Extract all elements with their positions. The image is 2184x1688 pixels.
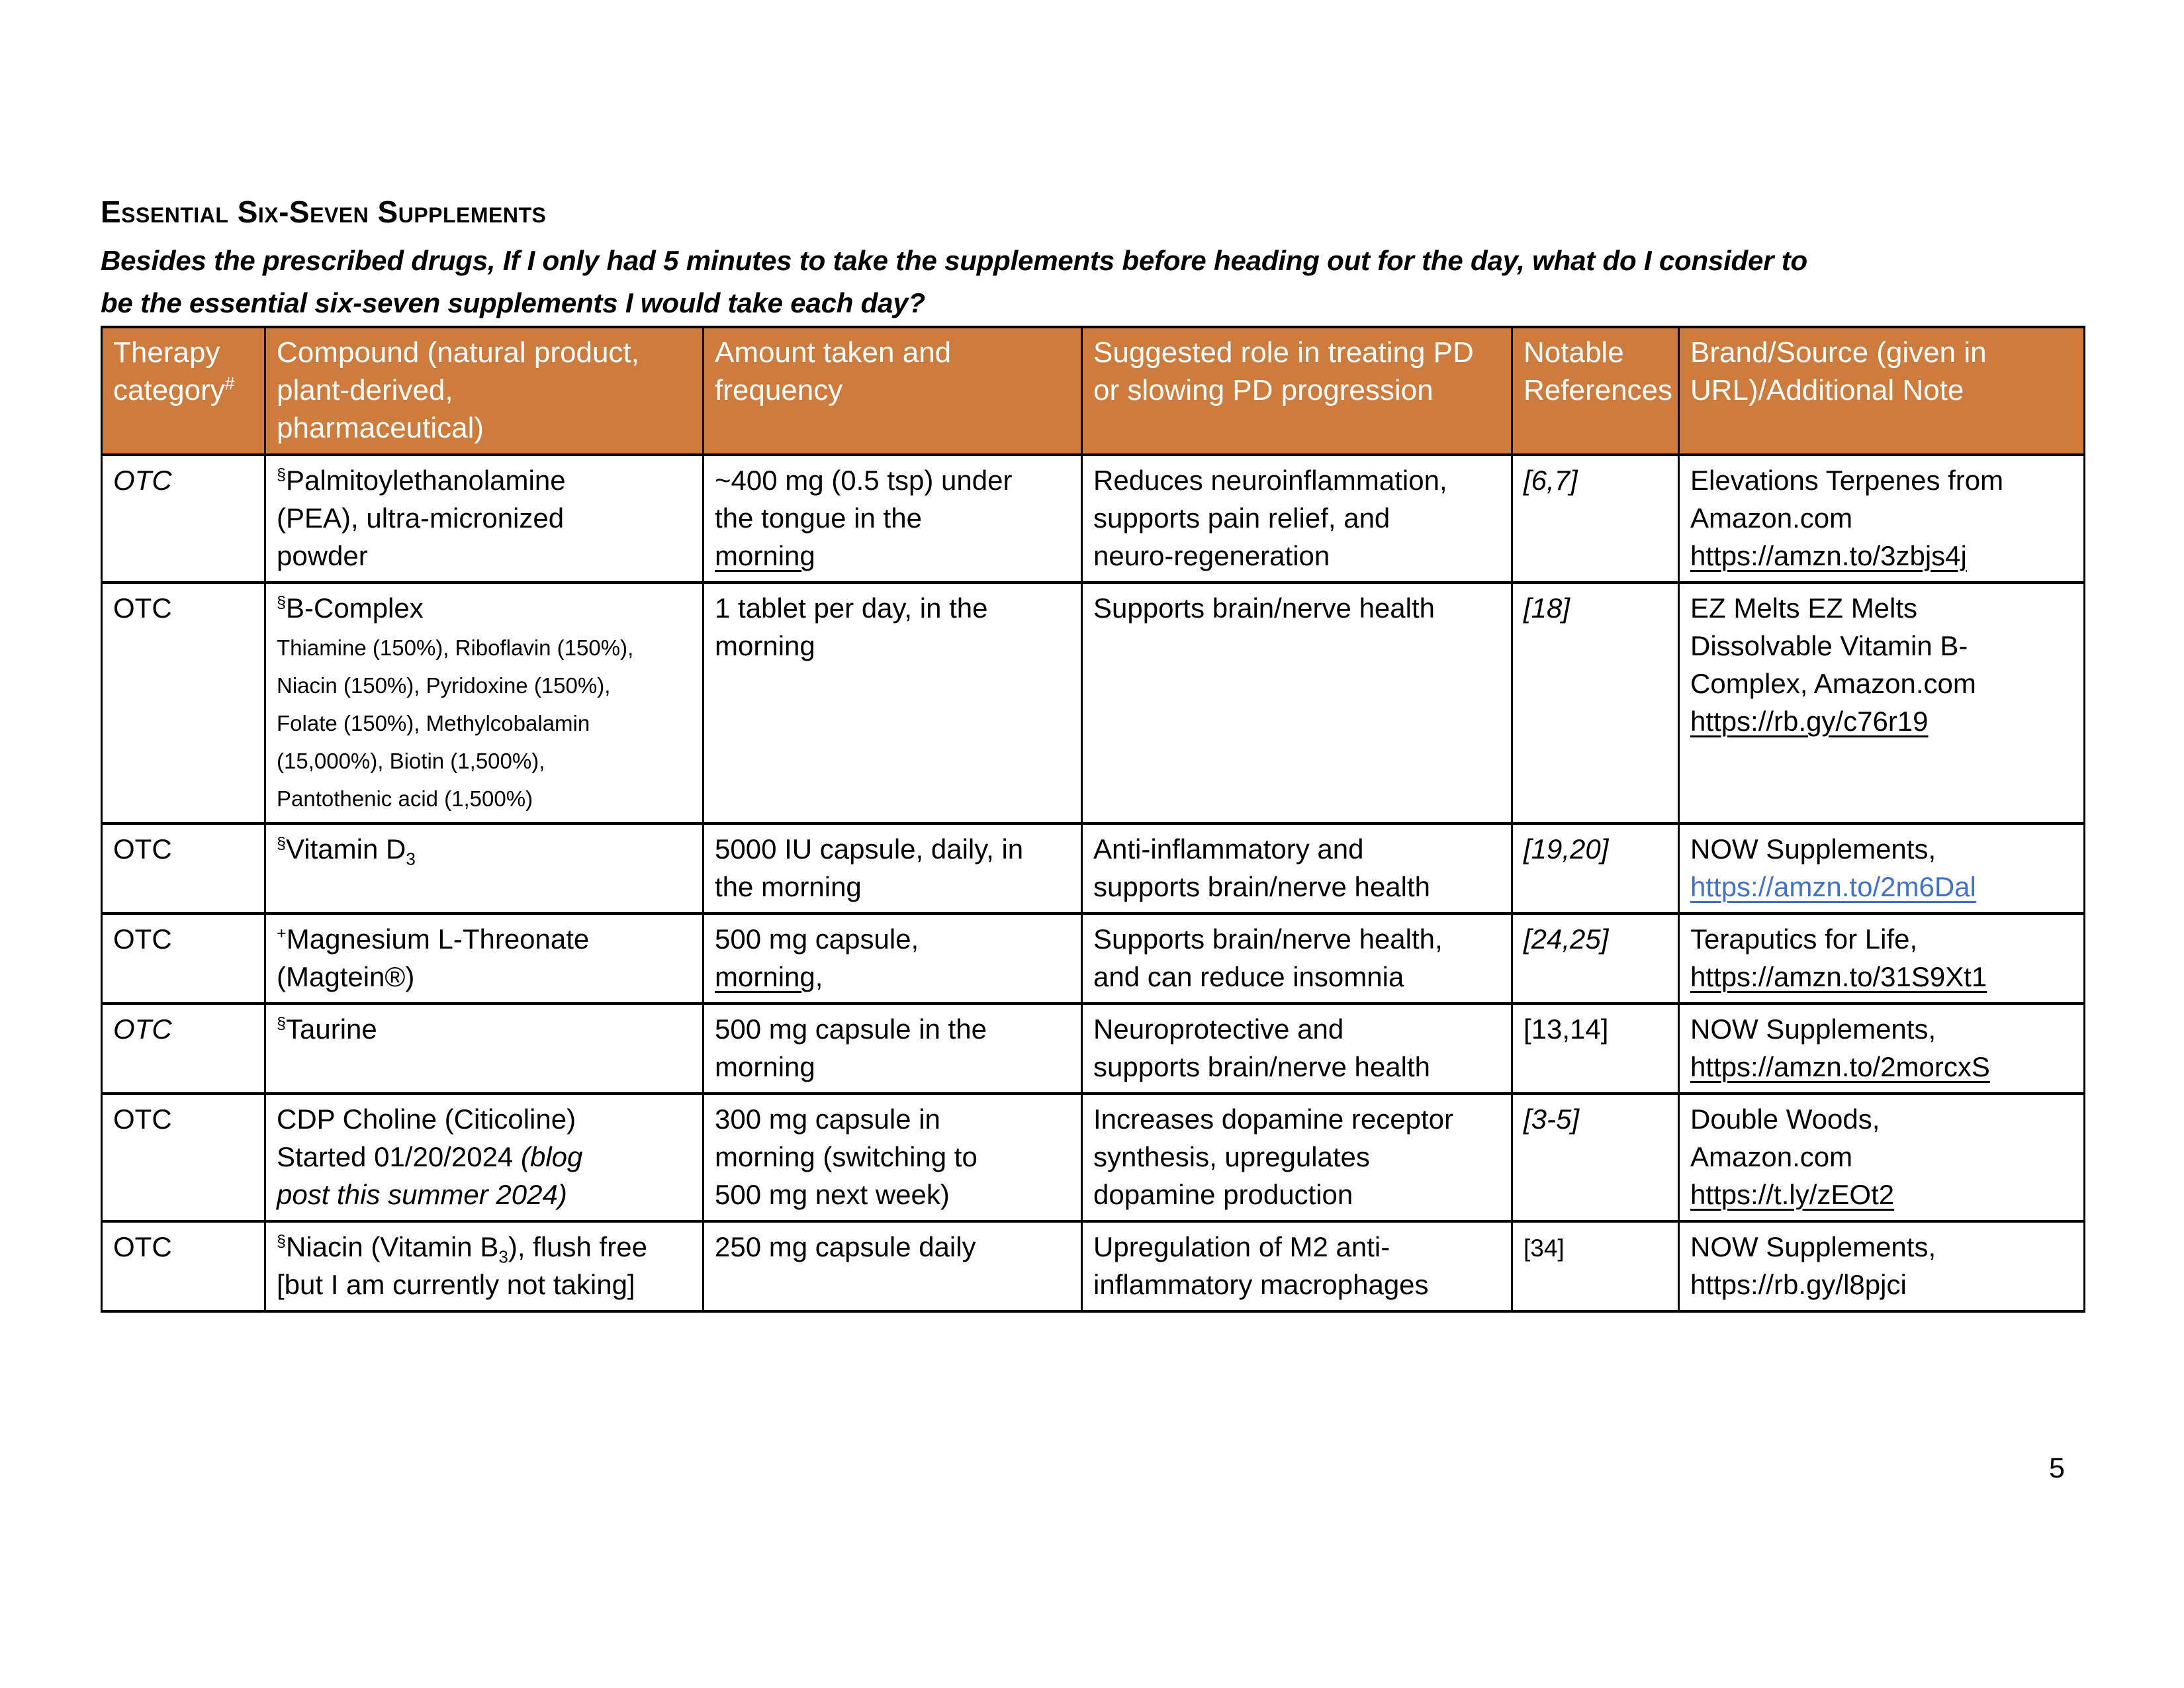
cell-references — [1512, 1004, 1679, 1094]
table-row-niacin — [102, 1221, 2085, 1311]
text-segment: Started 01/20/2024 — [277, 1141, 521, 1172]
text-segment: Palmitoylethanolamine — [286, 465, 566, 496]
text-segment: 500 mg next week) — [715, 1179, 950, 1210]
text-segment: morning — [715, 630, 815, 661]
text-segment: supports pain relief, and — [1093, 502, 1390, 534]
table-header-row — [102, 327, 2085, 455]
text-segment: Notable — [1524, 336, 1624, 369]
text-segment: the tongue in the — [715, 502, 922, 534]
column-header-brand-source — [1679, 327, 2085, 455]
text-segment: 5000 IU capsule, daily, in — [715, 833, 1024, 865]
cell-brand-source — [1679, 1004, 2085, 1094]
hyperlink[interactable]: https://amzn.to/2morcxS — [1690, 1051, 1990, 1082]
column-header-references — [1512, 327, 1679, 455]
hyperlink[interactable]: https://t.ly/zEOt2 — [1690, 1179, 1895, 1210]
text-segment: Magnesium L-Threonate — [286, 923, 590, 955]
text-segment: § — [277, 593, 287, 612]
cell-therapy-category — [102, 914, 265, 1004]
cell-role — [1082, 823, 1512, 914]
text-segment: Pantothenic acid (1,500%) — [277, 786, 533, 811]
text-segment: be the essential six-seven supplements I would take each day? — [101, 287, 925, 318]
text-segment: OTC — [113, 1013, 172, 1045]
text-segment: Therapy — [113, 336, 220, 369]
column-header-compound — [265, 327, 704, 455]
text-segment: the morning — [715, 871, 862, 902]
hyperlink[interactable]: https://amzn.to/31S9Xt1 — [1690, 961, 1987, 992]
table-row-taurine — [102, 1004, 2085, 1094]
text-segment: Niacin (150%), Pyridoxine (150%), — [277, 673, 611, 698]
text-segment: [24,25] — [1524, 923, 1609, 955]
cell-role — [1082, 455, 1512, 583]
cell-therapy-category — [102, 1221, 265, 1311]
cell-references — [1512, 1221, 1679, 1311]
cell-compound — [265, 1221, 704, 1311]
cell-amount — [704, 823, 1082, 914]
text-segment: 250 mg capsule daily — [715, 1231, 976, 1262]
text-segment: Folate (150%), Methylcobalamin — [277, 711, 590, 735]
text-segment: NOW Supplements, — [1690, 1231, 1936, 1262]
cell-amount — [704, 1221, 1082, 1311]
hyperlink[interactable]: https://rb.gy/c76r19 — [1690, 706, 1929, 737]
text-segment: 300 mg capsule in — [715, 1103, 940, 1135]
text-segment: Anti-inflammatory and — [1093, 833, 1364, 865]
text-segment: neuro-regeneration — [1093, 540, 1330, 571]
cell-references — [1512, 583, 1679, 823]
text-segment: § — [277, 465, 287, 484]
text-segment: Amount taken and — [715, 336, 952, 369]
text-segment: § — [277, 834, 287, 853]
cell-therapy-category — [102, 1094, 265, 1221]
text-segment: Elevations Terpenes from — [1690, 465, 2004, 496]
text-segment: and can reduce insomnia — [1093, 961, 1404, 992]
column-header-therapy-category — [102, 327, 265, 455]
text-segment: 1 tablet per day, in the — [715, 592, 988, 624]
column-header-amount — [704, 327, 1082, 455]
cell-compound — [265, 1004, 704, 1094]
text-segment: [34] — [1524, 1235, 1565, 1262]
cell-references — [1512, 1094, 1679, 1221]
text-segment: Complex, Amazon.com — [1690, 668, 1976, 699]
cell-role — [1082, 1004, 1512, 1094]
text-segment: synthesis, upregulates — [1093, 1141, 1370, 1172]
text-segment: # — [224, 373, 235, 394]
text-segment: References — [1524, 374, 1673, 406]
text-segment: [18] — [1524, 592, 1570, 624]
cell-brand-source — [1679, 1094, 2085, 1221]
cell-references — [1512, 455, 1679, 583]
cell-references — [1512, 823, 1679, 914]
cell-role — [1082, 1221, 1512, 1311]
text-segment: OTC — [113, 465, 172, 496]
text-segment: 3 — [406, 849, 416, 869]
supplements-table — [101, 326, 2085, 1313]
cell-compound — [265, 823, 704, 914]
text-segment: § — [277, 1014, 287, 1033]
text-segment: + — [277, 924, 287, 943]
text-segment: ~400 mg (0.5 tsp) under — [715, 465, 1013, 496]
text-segment: pharmaceutical) — [277, 412, 484, 444]
cell-amount — [704, 455, 1082, 583]
table-row-b-complex — [102, 583, 2085, 823]
text-segment: , — [815, 961, 823, 992]
text-segment: Compound (natural product, — [277, 336, 639, 369]
text-segment: Thiamine (150%), Riboflavin (150%), — [277, 635, 634, 660]
cell-brand-source — [1679, 823, 2085, 914]
text-segment: post this summer 2024) — [277, 1179, 567, 1210]
text-segment: supports brain/nerve health — [1093, 871, 1430, 902]
text-segment: (PEA), ultra-micronized — [277, 502, 565, 534]
text-segment: URL)/Additional Note — [1690, 374, 1964, 406]
cell-compound — [265, 455, 704, 583]
cell-role — [1082, 914, 1512, 1004]
cell-amount — [704, 1004, 1082, 1094]
text-segment: § — [277, 1232, 287, 1250]
text-segment: Taurine — [286, 1013, 377, 1045]
text-segment: ), flush free — [508, 1231, 647, 1262]
cell-therapy-category — [102, 455, 265, 583]
cell-amount — [704, 914, 1082, 1004]
page-title: Essential Six-Seven Supplements — [101, 195, 547, 229]
cell-therapy-category — [102, 823, 265, 914]
cell-compound — [265, 1094, 704, 1221]
text-segment: Amazon.com — [1690, 1141, 1853, 1172]
cell-role — [1082, 583, 1512, 823]
hyperlink[interactable]: https://rb.gy/l8pjci — [1690, 1269, 1907, 1300]
text-segment: category — [113, 374, 225, 406]
cell-amount — [704, 583, 1082, 823]
text-segment: OTC — [113, 592, 172, 624]
text-segment: morning — [715, 540, 815, 571]
text-segment: Vitamin D — [286, 833, 406, 865]
text-segment: NOW Supplements, — [1690, 833, 1936, 865]
text-segment: 500 mg capsule, — [715, 923, 919, 955]
text-segment: Besides the prescribed drugs, If I only had 5 minutes to take the supplements before heading out for the day, what do I consider to — [101, 245, 1807, 276]
cell-brand-source — [1679, 1221, 2085, 1311]
cell-references — [1512, 914, 1679, 1004]
text-segment: CDP Choline (Citicoline) — [277, 1103, 576, 1135]
cell-role — [1082, 1094, 1512, 1221]
text-segment: NOW Supplements, — [1690, 1013, 1936, 1045]
text-segment: Brand/Source (given in — [1690, 336, 1987, 369]
cell-brand-source — [1679, 583, 2085, 823]
cell-compound — [265, 914, 704, 1004]
table-row-pea — [102, 455, 2085, 583]
text-segment: Double Woods, — [1690, 1103, 1880, 1135]
text-segment: OTC — [113, 1103, 172, 1135]
text-segment: Teraputics for Life, — [1690, 923, 1918, 955]
cell-brand-source — [1679, 455, 2085, 583]
intro-question — [101, 240, 2139, 324]
text-segment: morning — [715, 1051, 815, 1082]
text-segment: [19,20] — [1524, 833, 1609, 865]
text-segment: morning (switching to — [715, 1141, 978, 1172]
text-segment: B-Complex — [286, 592, 424, 624]
text-segment: Dissolvable Vitamin B- — [1690, 630, 1968, 661]
text-segment: Reduces neuroinflammation, — [1093, 465, 1447, 496]
text-segment: morning — [715, 961, 815, 992]
text-segment: OTC — [113, 923, 172, 955]
cell-compound — [265, 583, 704, 823]
cell-therapy-category — [102, 1004, 265, 1094]
text-segment: Amazon.com — [1690, 502, 1853, 534]
text-segment: inflammatory macrophages — [1093, 1269, 1429, 1300]
text-segment: 500 mg capsule in the — [715, 1013, 987, 1045]
column-header-role — [1082, 327, 1512, 455]
text-segment: supports brain/nerve health — [1093, 1051, 1430, 1082]
text-segment: 3 — [498, 1246, 508, 1267]
text-segment: powder — [277, 540, 368, 571]
cell-amount — [704, 1094, 1082, 1221]
cell-therapy-category — [102, 583, 265, 823]
text-segment: OTC — [113, 1231, 172, 1262]
hyperlink[interactable]: https://amzn.to/2m6Dal — [1690, 871, 1976, 902]
text-segment: Upregulation of M2 anti- — [1093, 1231, 1390, 1262]
page-number: 5 — [2049, 1452, 2065, 1484]
text-segment: (blog — [520, 1141, 583, 1172]
text-segment: [3-5] — [1524, 1103, 1580, 1135]
text-segment: or slowing PD progression — [1093, 374, 1433, 406]
text-segment: Supports brain/nerve health, — [1093, 923, 1443, 955]
text-segment: plant-derived, — [277, 374, 453, 406]
text-segment: Suggested role in treating PD — [1093, 336, 1474, 369]
text-segment: frequency — [715, 374, 843, 406]
hyperlink[interactable]: https://amzn.to/3zbjs4j — [1690, 540, 1967, 571]
text-segment: (15,000%), Biotin (1,500%), — [277, 749, 545, 773]
text-segment: Niacin (Vitamin B — [286, 1231, 499, 1262]
table-row-vitamin-d3 — [102, 823, 2085, 914]
table-row-magnesium — [102, 914, 2085, 1004]
text-segment: Neuroprotective and — [1093, 1013, 1344, 1045]
text-segment: [but I am currently not taking] — [277, 1269, 635, 1300]
text-segment: [6,7] — [1524, 465, 1578, 496]
text-segment: [13,14] — [1524, 1013, 1609, 1045]
table-row-cdp-choline — [102, 1094, 2085, 1221]
text-segment: Supports brain/nerve health — [1093, 592, 1435, 624]
text-segment: EZ Melts EZ Melts — [1690, 592, 1918, 624]
cell-brand-source — [1679, 914, 2085, 1004]
text-segment: OTC — [113, 833, 172, 865]
text-segment: (Magtein®) — [277, 961, 415, 992]
text-segment: dopamine production — [1093, 1179, 1353, 1210]
text-segment: Increases dopamine receptor — [1093, 1103, 1453, 1135]
